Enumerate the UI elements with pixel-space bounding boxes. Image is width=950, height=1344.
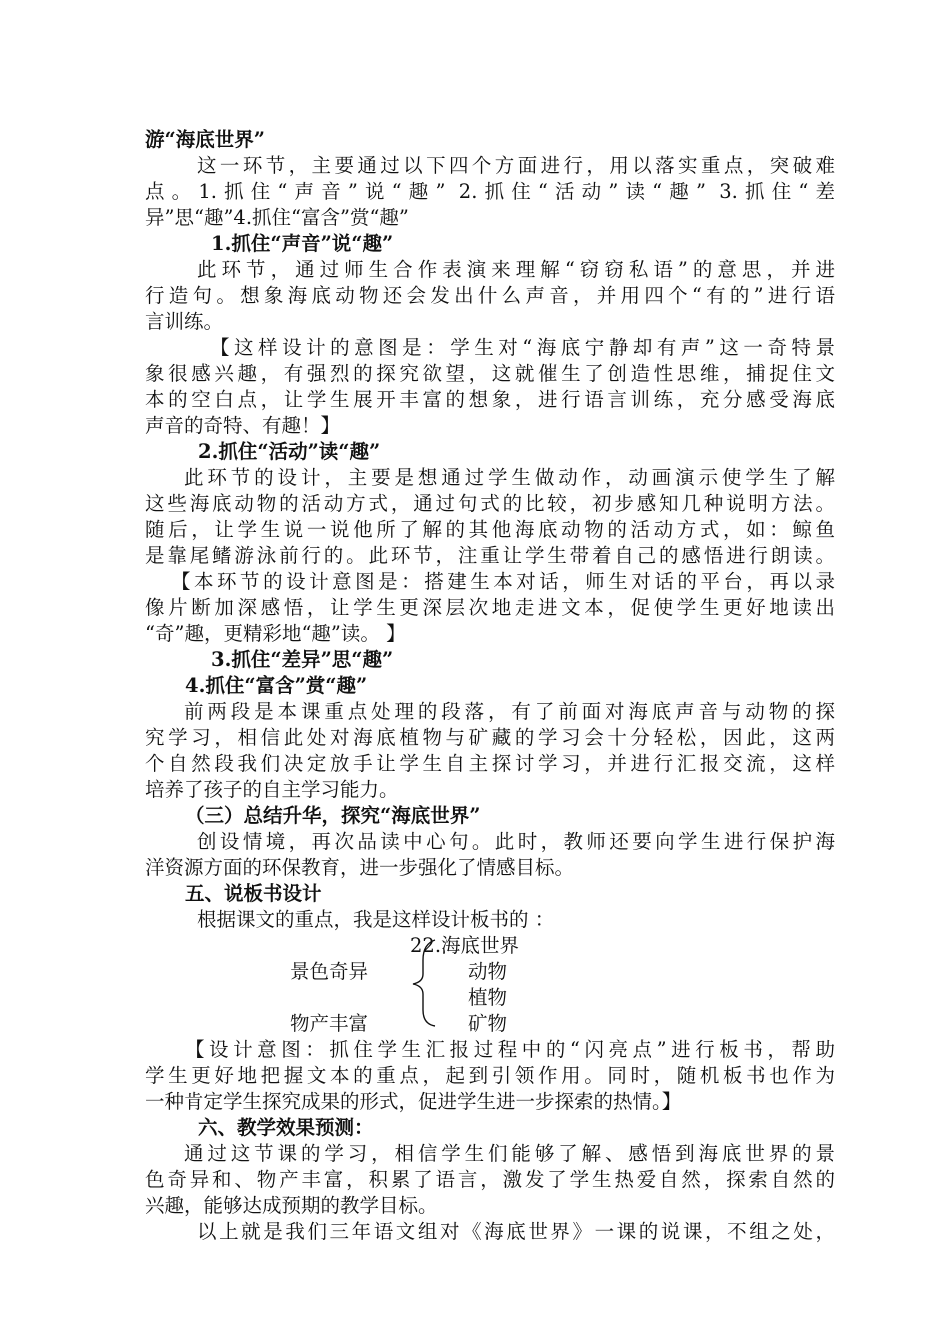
paragraph-line: 行造句。想象海底动物还会发出什么声音，并用四个“有的”进行语 [145,284,835,307]
paragraph-line: 这些海底动物的活动方式，通过句式的比较，初步感知几种说明方法。 [145,492,835,515]
paragraph-line: 【这样设计的意图是：学生对“海底宁静却有声”这一奇特景 [210,336,835,359]
board-left-item: 物产丰富 [290,1012,369,1035]
board-right-item: 动物 [468,960,508,983]
paragraph-line: 此环节，通过师生合作表演来理解“窃窃私语”的意思，并进 [197,258,835,281]
board-right-item: 矿物 [468,1012,508,1035]
curly-brace-icon [405,938,445,1028]
paragraph-line: 培养了孩子的自主学习能力。 [145,778,399,801]
paragraph-line: 异”思“趣”4.抓住“富含”赏“趣” [145,206,409,229]
paragraph-line: 像片断加深感悟，让学生更深层次地走进文本，促使学生更好地读出 [145,596,835,619]
paragraph-line: 点。1.抓住“声音”说“趣” 2.抓住“活动”读“趣” 3.抓住“差 [145,180,835,203]
section-heading-board: 五、说板书设计 [185,882,322,905]
paragraph-line: 这一环节，主要通过以下四个方面进行，用以落实重点，突破难 [197,154,835,177]
paragraph-line: 【设计意图：抓住学生汇报过程中的“闪亮点”进行板书，帮助 [185,1038,835,1061]
subheading-activity: 2.抓住“活动”读“趣” [198,440,381,463]
paragraph-line: 此环节的设计，主要是想通过学生做动作，动画演示使学生了解 [184,466,835,489]
paragraph-line: 象很感兴趣，有强烈的探究欲望，这就催生了创造性思维，捕捉住文 [145,362,835,385]
paragraph-line: 言训练。 [145,310,224,333]
paragraph-line: 前两段是本课重点处理的段落，有了前面对海底声音与动物的探 [184,700,835,723]
paragraph-line: 本的空白点，让学生展开丰富的想象，进行语言训练，充分感受海底 [145,388,835,411]
paragraph-line: 声音的奇特、有趣！】 [145,414,341,437]
paragraph-line: 一种肯定学生探究成果的形式，促进学生进一步探索的热情。】 [145,1090,682,1113]
paragraph-line: 洋资源方面的环保教育，进一步强化了情感目标。 [145,856,575,879]
section-heading-tour: 游“海底世界” [145,128,265,151]
subheading-sound: 1.抓住“声音”说“趣” [211,232,394,255]
paragraph-line: 究学习，相信此处对海底植物与矿藏的学习会十分轻松，因此，这两 [145,726,835,749]
paragraph-line: 创设情境，再次品读中心句。此时，教师还要向学生进行保护海 [197,830,835,853]
board-title: 22.海底世界 [410,934,520,957]
paragraph-line: 兴趣，能够达成预期的教学目标。 [145,1194,438,1217]
section-heading-forecast: 六、教学效果预测： [198,1116,374,1139]
subheading-rich: 4.抓住“富含”赏“趣” [185,674,368,697]
paragraph-line: 是靠尾鳍游泳前行的。此环节，注重让学生带着自己的感悟进行朗读。 [145,544,835,567]
paragraph-line: 【本环节的设计意图是：搭建生本对话，师生对话的平台，再以录 [171,570,835,593]
paragraph-line: 色奇异和、物产丰富，积累了语言，激发了学生热爱自然，探索自然的 [145,1168,835,1191]
paragraph-line: 根据课文的重点，我是这样设计板书的 ： [197,908,555,931]
paragraph-line: 随后，让学生说一说他所了解的其他海底动物的活动方式，如：鲸鱼 [145,518,835,541]
board-left-item: 景色奇异 [290,960,369,983]
section-heading-summary: （三）总结升华，探究“海底世界” [185,804,481,827]
paragraph-line: 通过这节课的学习，相信学生们能够了解、感悟到海底世界的景 [184,1142,835,1165]
paragraph-line: 学生更好地把握文本的重点，起到引领作用。同时，随机板书也作为 [145,1064,835,1087]
paragraph-line: 以上就是我们三年语文组对《海底世界》一课的说课，不组之处， [197,1220,835,1243]
paragraph-line: “奇”趣，更精彩地“趣”读。 】 [145,622,406,645]
board-right-item: 植物 [468,986,508,1009]
paragraph-line: 个自然段我们决定放手让学生自主探讨学习，并进行汇报交流，这样 [145,752,835,775]
subheading-difference: 3.抓住“差异”思“趣” [211,648,394,671]
